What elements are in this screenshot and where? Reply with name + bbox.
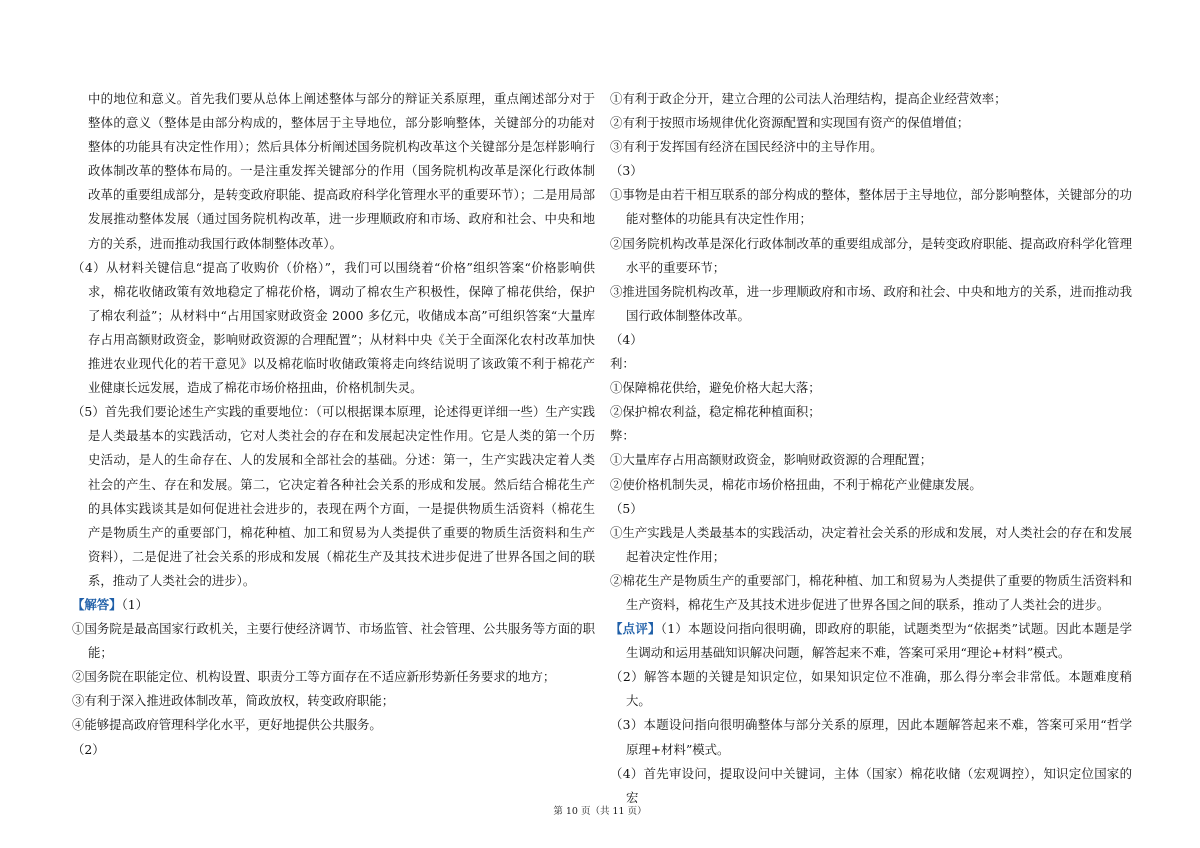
paragraph-text: ②棉花生产是物质生产的重要部门，棉花种植、加工和贸易为人类提供了重要的物质生活资料和生产资料，棉花生产及其技术进步促进了世界各国之间的联系，推动了人类社会的进步。: [610, 572, 1132, 612]
left-paragraph: [72, 689, 595, 713]
right-paragraph: [610, 352, 1132, 376]
right-paragraph: [610, 473, 1132, 497]
right-paragraph: [610, 159, 1132, 183]
paragraph-text: （4）从材料关键信息“提高了收购价（价格）”，我们可以围绕着“价格”组织答案“价格影响供求，棉花收储政策有效地稳定了棉花价格，调动了棉农生产积极性，保障了棉花供给，保护了棉农利益”；从材料中“占用国家财政资金 2000 多亿元，收储成本高”可组织答案“大量库存占用高额财政资金，影响财政资源的合理配置”；从材料中央《关于全面深化农村改革加快推进农业现代化的若干意见》以及棉花临时收储政策将走向终结说明了该政策不利于棉花产业健康长远发展，造成了棉花市场价格扭曲，价格机制失灵。: [72, 259, 595, 396]
paragraph-text: ②有利于按照市场规律优化资源配置和实现国有资产的保值增值；: [610, 115, 970, 131]
paragraph-text: ①大量库存占用高额财政资金，影响财政资源的合理配置；: [610, 452, 933, 468]
paragraph-text: ②使价格机制失灵，棉花市场价格扭曲，不利于棉花产业健康发展。: [610, 476, 982, 492]
left-paragraph: [72, 87, 595, 256]
right-paragraph: [610, 617, 1132, 665]
left-paragraph: [72, 617, 595, 665]
right-paragraph: [610, 424, 1132, 448]
right-paragraph: [610, 87, 1132, 111]
paragraph-text: （4）: [610, 331, 643, 347]
left-paragraph: [72, 713, 595, 737]
right-paragraph: [610, 111, 1132, 135]
paragraph-text: ③推进国务院机构改革，进一步理顺政府和市场、政府和社会、中央和地方的关系，进而推动我国行政体制整体改革。: [610, 283, 1132, 323]
paragraph-text: （5）: [610, 500, 643, 516]
paragraph-text: ②保护棉农利益，稳定棉花种植面积；: [610, 404, 821, 420]
right-paragraph: [610, 448, 1132, 472]
paragraph-text: 中的地位和意义。首先我们要从总体上阐述整体与部分的辩证关系原理，重点阐述部分对于整体的意义（整体是由部分构成的，整体居于主导地位，部分影响整体，关键部分的功能对整体的功能具有决定性作用）；然后具体分析阐述国务院机构改革这个关键部分是怎样影响行政体制改革的整体布局的。一是注重发挥关键部分的作用（国务院机构改革是深化行政体制改革的重要组成部分，是转变政府职能、提高政府科学化管理水平的重要环节）；二是用局部发展推动整体发展（通过国务院机构改革，进一步理顺政府和市场、政府和社会、中央和地方的关系，进而推动我国行政体制整体改革）。: [88, 91, 595, 251]
paragraph-text: ④能够提高政府管理科学化水平，更好地提供公共服务。: [72, 717, 382, 733]
paragraph-text: （1）: [121, 596, 149, 612]
paragraph-text: （1）本题设问指向很明确，即政府的职能，试题类型为“依据类”试题。因此本题是学生调动和运用基础知识解决问题，解答起来不难，答案可采用“理论+材料”模式。: [626, 621, 1133, 661]
right-paragraph: [610, 376, 1132, 400]
paragraph-text: ③有利于深入推进政体制改革，简政放权，转变政府职能；: [72, 693, 395, 709]
paragraph-text: ②国务院机构改革是深化行政体制改革的重要组成部分，是转变政府职能、提高政府科学化管理水平的重要环节；: [610, 235, 1132, 275]
paragraph-text: ①有利于政企分开，建立合理的公司法人治理结构，提高企业经营效率；: [610, 91, 1007, 106]
paragraph-text: ③有利于发挥国有经济在国民经济中的主导作用。: [610, 139, 883, 155]
left-paragraph: [72, 738, 595, 762]
right-paragraph: [610, 280, 1132, 328]
right-paragraph: [610, 713, 1132, 761]
right-column: [610, 87, 1132, 810]
left-paragraph: [72, 400, 595, 593]
paragraph-text: ①保障棉花供给，避免价格大起大落；: [610, 380, 821, 396]
right-paragraph: [610, 232, 1132, 280]
paragraph-text: （2）: [72, 741, 105, 757]
section-label: 【解答】: [72, 596, 122, 612]
paragraph-text: ①事物是由若干相互联系的部分构成的整体，整体居于主导地位，部分影响整体，关键部分的功能对整体的功能具有决定性作用；: [610, 187, 1132, 227]
paragraph-text: ①生产实践是人类最基本的实践活动，决定着社会关系的形成和发展，对人类社会的存在和发展起着决定性作用；: [610, 524, 1132, 564]
right-paragraph: [610, 328, 1132, 352]
right-paragraph: [610, 521, 1132, 569]
section-label: 【点评】: [610, 621, 661, 637]
right-paragraph: [610, 183, 1132, 231]
paragraph-text: （3）: [610, 163, 643, 179]
right-paragraph: [610, 497, 1132, 521]
paragraph-text: 弊：: [610, 428, 635, 444]
page-footer: 第 10 页（共 11 页）: [553, 806, 647, 817]
right-paragraph: [610, 400, 1132, 424]
right-paragraph: [610, 135, 1132, 159]
right-paragraph: [610, 665, 1132, 713]
paragraph-text: （3）本题设问指向很明确整体与部分关系的原理，因此本题解答起来不难，答案可采用“哲学原理+材料”模式。: [610, 717, 1132, 757]
paragraph-text: （4）首先审设问，提取设问中关键词，主体（国家）棉花收储（宏观调控），知识定位国家的宏: [610, 765, 1132, 805]
left-column: [72, 87, 595, 762]
paragraph-text: （5）首先我们要论述生产实践的重要地位：（可以根据课本原理，论述得更详细一些）生产实践是人类最基本的实践活动，它对人类社会的存在和发展起决定性作用。它是人类的第一个历史活动，是人的生命存在、人的发展和全部社会的基础。分述：第一，生产实践决定着人类社会的产生、存在和发展。第二，它决定着各种社会关系的形成和发展。然后结合棉花生产的具体实践谈其是如何促进社会进步的，表现在两个方面，一是提供物质生活资料（棉花生产是物质生产的重要部门，棉花种植、加工和贸易为人类提供了重要的物质生活资料和生产资料），二是促进了社会关系的形成和发展（棉花生产及其技术进步促进了世界各国之间的联系，推动了人类社会的进步）。: [72, 404, 595, 588]
left-paragraph: [72, 665, 595, 689]
paragraph-text: （2）解答本题的关键是知识定位，如果知识定位不准确，那么得分率会非常低。本题难度稍大。: [610, 669, 1132, 709]
paragraph-text: ②国务院在职能定位、机构设置、职责分工等方面存在不适应新形势新任务要求的地方；: [72, 669, 556, 685]
right-paragraph: [610, 569, 1132, 617]
paragraph-text: ①国务院是最高国家行政机关，主要行使经济调节、市场监管、社会管理、公共服务等方面的职能；: [72, 621, 595, 661]
paragraph-text: 利：: [610, 356, 635, 372]
left-paragraph: [72, 593, 595, 617]
left-paragraph: [72, 256, 595, 401]
